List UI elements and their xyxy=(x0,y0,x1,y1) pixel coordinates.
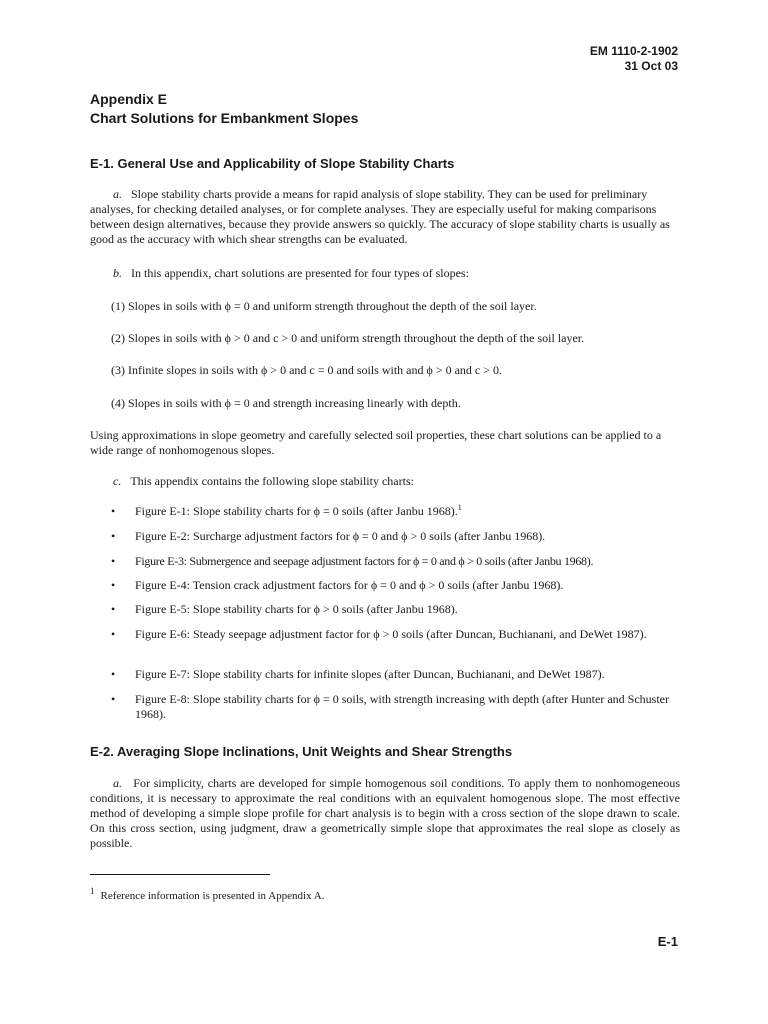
document-header xyxy=(560,44,678,74)
list-item xyxy=(111,667,681,682)
bullet-icon: • xyxy=(111,554,116,568)
document-date: 31 Oct 03 xyxy=(624,59,678,73)
footnote-number: 1 xyxy=(90,886,95,896)
list-item xyxy=(111,504,681,519)
bullet-icon: • xyxy=(111,529,116,543)
bullet-text: Figure E-3: Submergence and seepage adjustment factors for ϕ = 0 and ϕ > 0 soils (after Janbu 1968). xyxy=(135,554,594,568)
list-item: (1) Slopes in soils with ϕ = 0 and uniform strength throughout the depth of the soil layer. xyxy=(111,299,537,313)
appendix-title-block xyxy=(90,90,358,128)
bullet-icon: • xyxy=(111,627,116,641)
list-item: (2) Slopes in soils with ϕ > 0 and c > 0 and uniform strength throughout the depth of the soil layer. xyxy=(111,331,585,345)
bullet-icon: • xyxy=(111,602,116,616)
paragraph-approximations: Using approximations in slope geometry and carefully selected soil properties, these chart solutions can be applied to a wide range of nonhomogenous slopes. xyxy=(90,428,662,457)
list-item xyxy=(111,529,681,544)
footnote-text: Reference information is presented in Appendix A. xyxy=(100,890,325,902)
footnote-divider xyxy=(90,874,270,875)
bullet-icon: • xyxy=(111,504,116,518)
list-item xyxy=(111,578,681,593)
section-heading-e1: E-1. General Use and Applicability of Slope Stability Charts xyxy=(90,156,455,171)
bullet-text: Figure E-2: Surcharge adjustment factors for ϕ = 0 and ϕ > 0 soils (after Janbu 1968). xyxy=(135,529,546,543)
bullet-text: Figure E-1: Slope stability charts for ϕ = 0 soils (after Janbu 1968). xyxy=(135,504,458,518)
bullet-text: Figure E-5: Slope stability charts for ϕ > 0 soils (after Janbu 1968). xyxy=(135,602,458,616)
appendix-title: Chart Solutions for Embankment Slopes xyxy=(90,110,359,126)
list-item: (3) Infinite slopes in soils with ϕ > 0 and c = 0 and soils with and ϕ > 0 and c > 0. xyxy=(111,363,502,377)
list-item xyxy=(111,602,681,617)
bullet-icon: • xyxy=(111,692,116,706)
paragraph-a xyxy=(90,187,680,247)
paragraph-a xyxy=(90,776,680,851)
list-item xyxy=(111,692,681,722)
paragraph-letter: a. xyxy=(113,776,122,790)
bullet-text: Figure E-4: Tension crack adjustment factors for ϕ = 0 and ϕ > 0 soils (after Janbu 1968). xyxy=(135,578,564,592)
paragraph-c xyxy=(90,474,680,489)
paragraph-b xyxy=(90,266,680,281)
list-item xyxy=(111,627,681,642)
bullet-text: Figure E-7: Slope stability charts for infinite slopes (after Duncan, Buchianani, and DeWet 1987). xyxy=(135,667,605,681)
appendix-label: Appendix E xyxy=(90,91,168,107)
footnote xyxy=(90,886,325,904)
list-item: (4) Slopes in soils with ϕ = 0 and strength increasing linearly with depth. xyxy=(111,396,461,410)
paragraph-text: This appendix contains the following slope stability charts: xyxy=(130,474,414,488)
section-heading-e2: E-2. Averaging Slope Inclinations, Unit Weights and Shear Strengths xyxy=(90,744,513,759)
bullet-text: Figure E-8: Slope stability charts for ϕ = 0 soils, with strength increasing with depth (after Hunter and Schuster 1968). xyxy=(135,692,669,721)
paragraph-letter: b. xyxy=(113,266,122,280)
paragraph-letter: a. xyxy=(113,187,122,201)
bullet-text: Figure E-6: Steady seepage adjustment factor for ϕ > 0 soils (after Duncan, Buchianani, and DeWet 1987). xyxy=(135,627,647,641)
footnote-ref: 1 xyxy=(457,503,462,512)
page-number: E-1 xyxy=(657,934,678,949)
list-item xyxy=(111,554,681,569)
document-number: EM 1110-2-1902 xyxy=(589,44,678,58)
paragraph-text: In this appendix, chart solutions are presented for four types of slopes: xyxy=(131,266,469,280)
paragraph-text: For simplicity, charts are developed for simple homogenous soil conditions. To apply them to nonhomogeneous conditions, it is necessary to approximate the real conditions with an equivalent homogenous slope. The most effective method of developing a simple slope profile for chart analysis is to begin with a cross section of the slope drawn to scale. On this cross section, using judgment, draw a geometrically simple slope that approximates the real slope as closely as possible. xyxy=(90,776,680,850)
bullet-icon: • xyxy=(111,578,116,592)
paragraph-letter: c. xyxy=(113,474,122,488)
bullet-icon: • xyxy=(111,667,116,681)
paragraph-text: Slope stability charts provide a means for rapid analysis of slope stability. They can be used for preliminary analyses, for checking detailed analyses, or for complete analyses. They are especially useful for making comparisons between design alternatives, because they provide answers so quickly. The accuracy of slope stability charts is usually as good as the accuracy with which shear strengths can be evaluated. xyxy=(90,187,670,246)
